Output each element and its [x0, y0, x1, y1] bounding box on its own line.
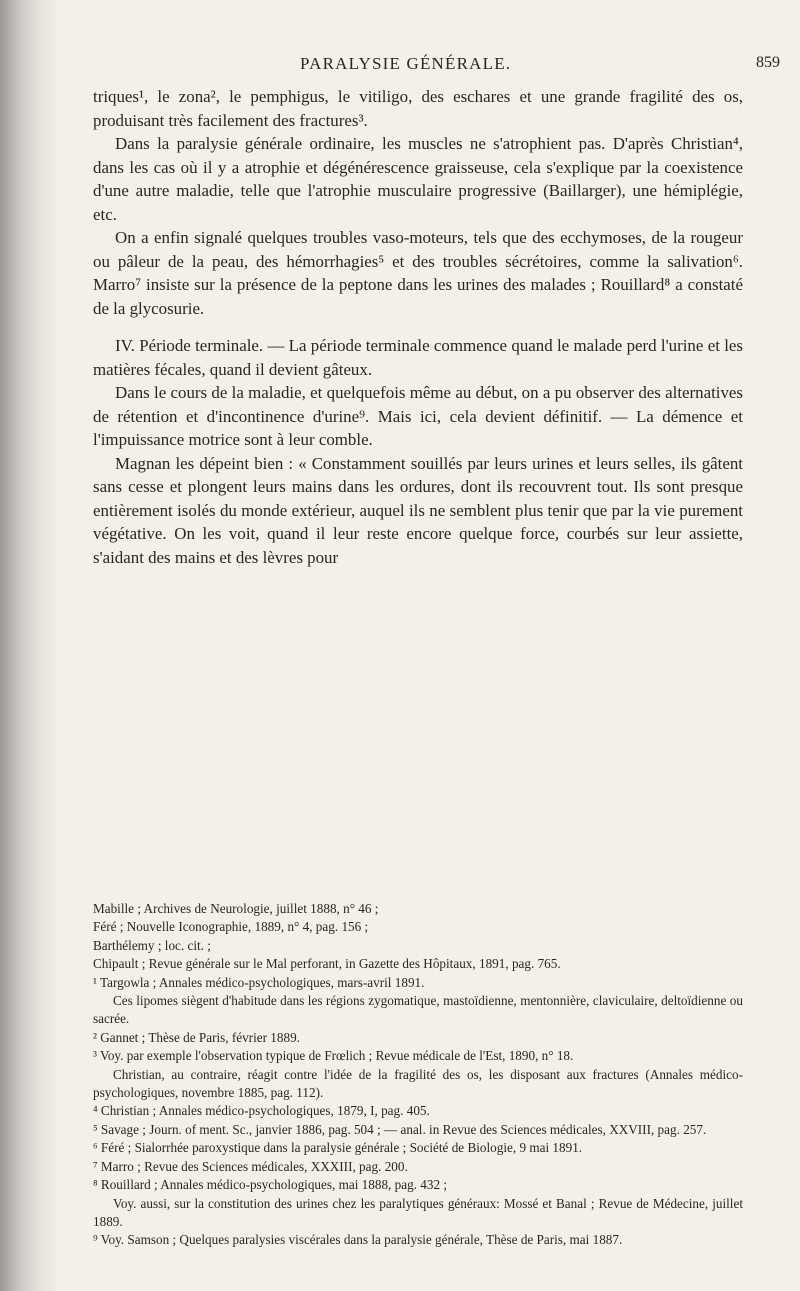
footnote: ⁷ Marro ; Revue des Sciences médicales, XXXIII, pag. 200.: [93, 1158, 408, 1174]
section-heading-paragraph: IV. Période terminale. — La période terminale commence quand le malade perd l'urine et les matières fécales, quand il devient gâteux.: [93, 336, 743, 379]
footnote: ¹ Targowla ; Annales médico-psychologiques, mars-avril 1891.: [93, 974, 425, 990]
paragraph: On a enfin signalé quelques troubles vaso-moteurs, tels que des ecchymoses, de la rougeur ou pâleur de la peau, des hémorrhagies⁵ et des troubles sécrétoires, comme la salivation⁶. Marro⁷ insiste sur la présence de la peptone dans les urines des malades ; Rouillard⁸ a constaté de la glycosurie.: [93, 228, 743, 318]
paragraph: Dans le cours de la maladie, et quelquefois même au début, on a pu observer des alternatives de rétention et d'incontinence d'urine⁹. Mais ici, cela devient définitif. — La démence et l'impuissance motrice sont à leur comble.: [93, 383, 743, 449]
paragraph: triques¹, le zona², le pemphigus, le vitiligo, des eschares et une grande fragilité des os, produisant très facilement des fractures³.: [93, 87, 743, 130]
footnote: Barthélemy ; loc. cit. ;: [93, 937, 211, 953]
page-number: 859: [756, 54, 780, 71]
footnote-continuation: Voy. aussi, sur la constitution des urines chez les paralytiques généraux: Mossé et Banal ; Revue de Médecine, juillet 1889.: [93, 1195, 743, 1229]
footnote: ⁵ Savage ; Journ. of ment. Sc., janvier 1886, pag. 504 ; — anal. in Revue des Sciences médicales, XXVIII, pag. 257.: [93, 1121, 707, 1137]
footnote: ⁶ Féré ; Sialorrhée paroxystique dans la paralysie générale ; Société de Biologie, 9 mai 1891.: [93, 1140, 583, 1156]
paragraph: Dans la paralysie générale ordinaire, les muscles ne s'atrophient pas. D'après Christian⁴, dans les cas où il y a atrophie et dégénérescence graisseuse, cela s'explique par la coexistence d'une autre maladie, telle que l'atrophie musculaire progressive (Baillarger), une hémiplégie, etc.: [93, 134, 743, 224]
footnote: ³ Voy. par exemple l'observation typique de Frœlich ; Revue médicale de l'Est, 1890, n° 18.: [93, 1048, 574, 1064]
footnote-continuation: Christian, au contraire, réagit contre l'idée de la fragilité des os, les disposant aux fractures (Annales médico-psychologiques, novembre 1885, pag. 112).: [93, 1066, 743, 1101]
running-head: PARALYSIE GÉNÉRALE.: [300, 54, 512, 73]
binding-shadow: [0, 0, 60, 1291]
footnote: ⁴ Christian ; Annales médico-psychologiques, 1879, I, pag. 405.: [93, 1103, 430, 1119]
footnote: Mabille ; Archives de Neurologie, juillet 1888, n° 46 ;: [93, 901, 379, 916]
footnote-continuation: Ces lipomes siègent d'habitude dans les régions zygomatique, mastoïdienne, mentonnière, claviculaire, deltoïdienne ou sacrée.: [93, 993, 743, 1027]
paragraph: Magnan les dépeint bien : « Constamment souillés par leurs urines et leurs selles, ils gâtent sans cesse et plongent leurs mains dans les ordures, dont ils recouvrent tout. Ils sont presque entièrement isolés du monde extérieur, auquel ils ne semblent plus tenir que par la vie purement végétative. On les voit, quand il leur reste encore quelque force, courbés sur leur assiette, s'aidant des mains et des lèvres pour: [93, 453, 743, 567]
footnote: Féré ; Nouvelle Iconographie, 1889, n° 4, pag. 156 ;: [93, 919, 369, 935]
main-text: [93, 85, 743, 569]
footnote: ⁹ Voy. Samson ; Quelques paralysies viscérales dans la paralysie générale, Thèse de Paris, mai 1887.: [93, 1232, 623, 1248]
footnote: Chipault ; Revue générale sur le Mal perforant, in Gazette des Hôpitaux, 1891, pag. 765.: [93, 956, 561, 972]
footnotes: [93, 900, 743, 1250]
footnote: ² Gannet ; Thèse de Paris, février 1889.: [93, 1029, 300, 1045]
page-header: [0, 54, 800, 78]
footnote: ⁸ Rouillard ; Annales médico-psychologiques, mai 1888, pag. 432 ;: [93, 1177, 448, 1193]
